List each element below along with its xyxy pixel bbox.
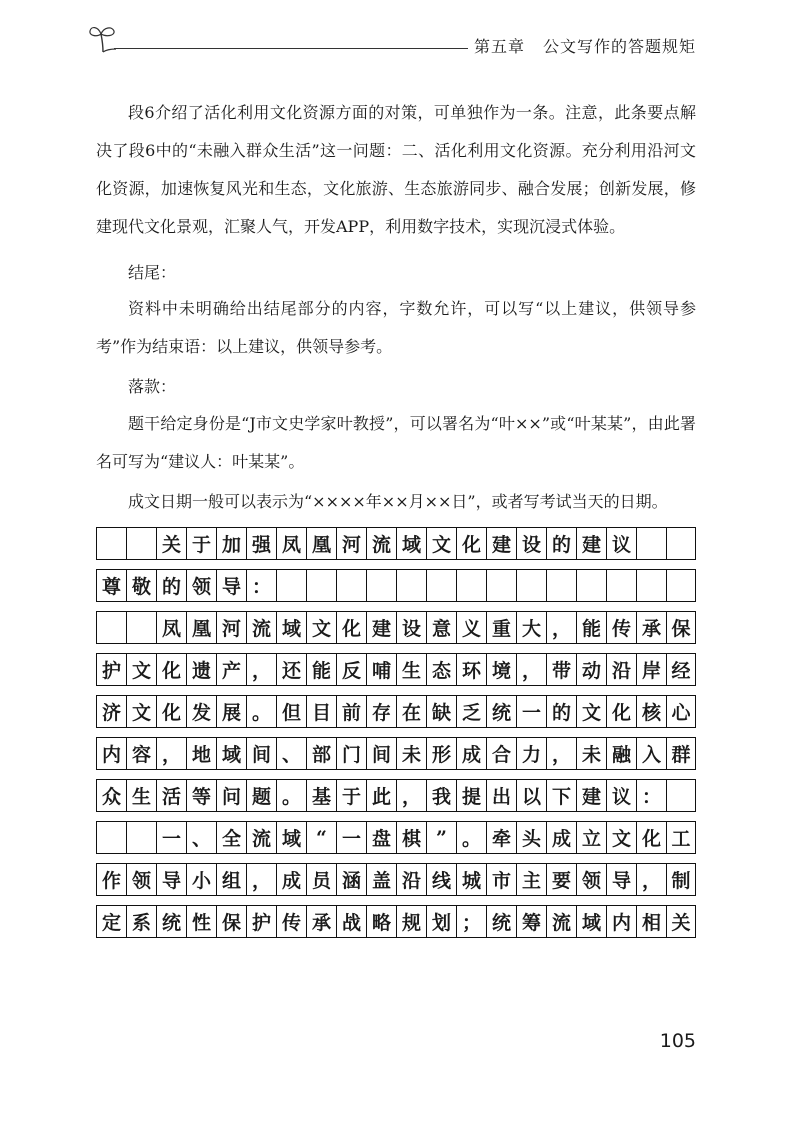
body-paragraph-4: 落款： [128,377,177,396]
chapter-label: 第五章 [473,37,525,56]
grid-cell: 导 [156,863,186,896]
grid-cell: 护 [96,653,126,686]
grid-row [96,821,696,854]
grid-cell [336,569,366,602]
grid-cell: 活 [156,779,186,812]
grid-cell [636,569,666,602]
sprout-icon [88,22,118,54]
grid-cell: 的 [546,527,576,560]
chapter-title: 公文写作的答题规矩 [542,37,696,56]
grid-cell: 部 [306,737,336,770]
grid-cell: 能 [306,653,336,686]
grid-cell: 文 [306,611,336,644]
grid-cell: 提 [456,779,486,812]
grid-cell: 盘 [366,821,396,854]
grid-row [96,779,696,812]
grid-cell: 域 [576,905,606,938]
grid-cell: 域 [276,821,306,854]
body-paragraph-6: 成文日期一般可以表示为“××××年××月××日”，或者写考试当天的日期。 [128,492,668,511]
grid-cell: 筹 [516,905,546,938]
grid-cell: 工 [666,821,696,854]
grid-cell: 关 [156,527,186,560]
page-number: 105 [659,1030,696,1052]
grid-cell: 问 [216,779,246,812]
grid-cell: 凰 [186,611,216,644]
grid-cell [96,527,126,560]
grid-cell: 等 [186,779,216,812]
grid-cell: 大 [516,611,546,644]
grid-cell: ， [546,611,576,644]
grid-cell: ： [246,569,276,602]
grid-cell: 遗 [186,653,216,686]
grid-cell: 力 [516,737,546,770]
grid-cell [576,569,606,602]
grid-cell: 统 [486,905,516,938]
grid-cell: 保 [666,611,696,644]
grid-cell: 的 [546,695,576,728]
grid-cell: 我 [426,779,456,812]
grid-cell: 题 [246,779,276,812]
grid-cell: 群 [666,737,696,770]
grid-cell: 作 [96,863,126,896]
grid-cell: 涵 [336,863,366,896]
grid-cell: 意 [426,611,456,644]
grid-cell: 略 [366,905,396,938]
page-header [88,22,696,62]
grid-cell: 哺 [366,653,396,686]
grid-cell: 沿 [396,863,426,896]
grid-cell: ， [516,653,546,686]
grid-cell: 领 [126,863,156,896]
grid-cell: 于 [186,527,216,560]
grid-cell: 成 [546,821,576,854]
grid-cell: 建 [576,779,606,812]
grid-cell: 导 [606,863,636,896]
grid-cell: 议 [606,527,636,560]
grid-cell: 一 [516,695,546,728]
grid-cell: 反 [336,653,366,686]
grid-cell: 域 [276,611,306,644]
grid-cell [126,527,156,560]
grid-cell: 领 [186,569,216,602]
grid-cell: 化 [336,611,366,644]
grid-cell: 出 [486,779,516,812]
grid-cell: 战 [336,905,366,938]
grid-cell: 岸 [636,653,666,686]
grid-cell: 要 [546,863,576,896]
grid-cell: 关 [666,905,696,938]
grid-cell: 线 [426,863,456,896]
grid-cell [366,569,396,602]
grid-cell: 员 [306,863,336,896]
grid-cell: 基 [306,779,336,812]
grid-cell: 化 [156,653,186,686]
grid-cell: 还 [276,653,306,686]
grid-cell: 文 [576,695,606,728]
grid-cell: 内 [96,737,126,770]
grid-cell: 核 [636,695,666,728]
grid-cell: 化 [156,695,186,728]
grid-cell: 主 [516,863,546,896]
grid-cell: 生 [396,653,426,686]
grid-cell: 建 [486,527,516,560]
grid-cell: 保 [216,905,246,938]
grid-cell: 牵 [486,821,516,854]
grid-cell: 内 [606,905,636,938]
grid-cell: 但 [276,695,306,728]
grid-row [96,737,696,770]
grid-cell: 相 [636,905,666,938]
grid-row [96,695,696,728]
grid-cell: 产 [216,653,246,686]
grid-cell: 下 [546,779,576,812]
grid-cell: 河 [216,611,246,644]
grid-cell [636,527,666,560]
grid-cell: 带 [546,653,576,686]
grid-cell [666,779,696,812]
grid-cell: 河 [336,527,366,560]
body-paragraph-1: 段6介绍了活化利用文化资源方面的对策，可单独作为一条。注意，此条要点解决了段6中的“未融入群众生活”这一问题：二、活化利用文化资源。充分利用沿河文化资源，加速恢复风光和生态，文化旅游、生态旅游同步、融合发展；创新发展，修建现代文化景观，汇聚人气，开发APP，利用数字技术，实现沉浸式体验。 [96,103,696,236]
grid-cell [306,569,336,602]
grid-cell: 凤 [276,527,306,560]
grid-cell: 性 [186,905,216,938]
grid-cell: 义 [456,611,486,644]
grid-row [96,905,696,938]
grid-cell: 生 [126,779,156,812]
grid-cell: 以 [516,779,546,812]
grid-cell: 传 [606,611,636,644]
grid-cell: 流 [246,821,276,854]
grid-cell: 动 [576,653,606,686]
grid-row [96,653,696,686]
grid-cell: 系 [126,905,156,938]
grid-cell: 一 [156,821,186,854]
grid-cell [276,569,306,602]
grid-cell: 护 [246,905,276,938]
grid-cell: 心 [666,695,696,728]
grid-cell: 。 [456,821,486,854]
grid-cell: 地 [186,737,216,770]
grid-row [96,611,696,644]
grid-cell [396,569,426,602]
grid-cell: 融 [606,737,636,770]
grid-cell: 入 [636,737,666,770]
grid-cell: 传 [276,905,306,938]
grid-cell: 流 [246,611,276,644]
grid-cell: 市 [486,863,516,896]
grid-cell: 导 [216,569,246,602]
body-paragraph-5: 题干给定身份是“J市文史学家叶教授”，可以署名为“叶××”或“叶某某”，由此署名可写为“建议人：叶某某”。 [96,414,696,471]
grid-cell: 缺 [426,695,456,728]
grid-cell: 、 [276,737,306,770]
grid-cell: 。 [246,695,276,728]
grid-cell: 此 [366,779,396,812]
grid-cell: ， [156,737,186,770]
grid-cell: 成 [276,863,306,896]
body-paragraph-2: 结尾： [128,263,177,282]
grid-cell: 成 [456,737,486,770]
grid-row [96,569,696,602]
answer-grid-sheet [96,527,696,947]
grid-cell: 规 [396,905,426,938]
grid-cell [426,569,456,602]
grid-cell: 全 [216,821,246,854]
grid-cell: 建 [576,527,606,560]
body-paragraph-3: 资料中未明确给出结尾部分的内容，字数允许，可以写“以上建议，供领导参考”作为结束语：以上建议，供领导参考。 [96,299,696,356]
grid-cell: 环 [456,653,486,686]
grid-cell: ； [456,905,486,938]
grid-cell: 统 [156,905,186,938]
grid-cell: 沿 [606,653,636,686]
grid-cell: 文 [606,821,636,854]
grid-cell: 统 [486,695,516,728]
running-head [474,34,696,57]
grid-cell: 能 [576,611,606,644]
grid-cell [126,821,156,854]
grid-cell: “ [306,821,336,854]
grid-cell: 众 [96,779,126,812]
grid-cell: 。 [276,779,306,812]
grid-cell: 一 [336,821,366,854]
grid-row [96,527,696,560]
grid-cell: 棋 [396,821,426,854]
grid-cell: 目 [306,695,336,728]
grid-cell: 经 [666,653,696,686]
grid-cell: 域 [216,737,246,770]
grid-cell: 文 [126,653,156,686]
grid-cell [666,569,696,602]
grid-cell: 承 [306,905,336,938]
grid-cell: 凰 [306,527,336,560]
grid-cell [96,821,126,854]
header-rule [114,48,468,49]
grid-cell: ， [546,737,576,770]
grid-cell: 设 [516,527,546,560]
grid-cell: 划 [426,905,456,938]
grid-cell: 前 [336,695,366,728]
grid-cell: ： [636,779,666,812]
grid-cell: 凤 [156,611,186,644]
grid-cell: 间 [366,737,396,770]
grid-cell: 组 [216,863,246,896]
grid-cell: 议 [606,779,636,812]
grid-cell [126,611,156,644]
grid-cell: 建 [366,611,396,644]
grid-cell: 展 [216,695,246,728]
grid-cell: 小 [186,863,216,896]
grid-cell: ” [426,821,456,854]
grid-cell: 承 [636,611,666,644]
grid-cell: 未 [396,737,426,770]
grid-cell [486,569,516,602]
grid-cell: 化 [636,821,666,854]
grid-cell: ， [246,863,276,896]
grid-cell: 加 [216,527,246,560]
grid-cell: 文 [426,527,456,560]
grid-cell: 流 [546,905,576,938]
grid-cell [606,569,636,602]
grid-cell: 未 [576,737,606,770]
grid-cell: 境 [486,653,516,686]
grid-cell: 在 [396,695,426,728]
grid-cell: 、 [186,821,216,854]
grid-cell: ， [396,779,426,812]
grid-cell: 间 [246,737,276,770]
grid-cell: 城 [456,863,486,896]
grid-cell: 于 [336,779,366,812]
grid-cell: 制 [666,863,696,896]
grid-row [96,863,696,896]
grid-cell: 立 [576,821,606,854]
grid-cell: 济 [96,695,126,728]
grid-cell: 化 [606,695,636,728]
grid-cell: 合 [486,737,516,770]
grid-cell [96,611,126,644]
grid-cell: 的 [156,569,186,602]
grid-cell: 盖 [366,863,396,896]
grid-cell: 设 [396,611,426,644]
grid-cell: 态 [426,653,456,686]
grid-cell: 乏 [456,695,486,728]
grid-cell: 头 [516,821,546,854]
grid-cell [516,569,546,602]
grid-cell: 门 [336,737,366,770]
grid-cell: 领 [576,863,606,896]
grid-cell [546,569,576,602]
grid-cell: 文 [126,695,156,728]
grid-cell: 强 [246,527,276,560]
grid-cell: 流 [366,527,396,560]
grid-cell: 定 [96,905,126,938]
grid-cell: 形 [426,737,456,770]
grid-cell [456,569,486,602]
grid-cell: 重 [486,611,516,644]
grid-cell: 容 [126,737,156,770]
grid-cell: 域 [396,527,426,560]
grid-cell: 存 [366,695,396,728]
grid-cell: 尊 [96,569,126,602]
grid-cell: ， [636,863,666,896]
grid-cell: 化 [456,527,486,560]
grid-cell: 发 [186,695,216,728]
grid-cell [666,527,696,560]
grid-cell: 敬 [126,569,156,602]
grid-cell: ， [246,653,276,686]
